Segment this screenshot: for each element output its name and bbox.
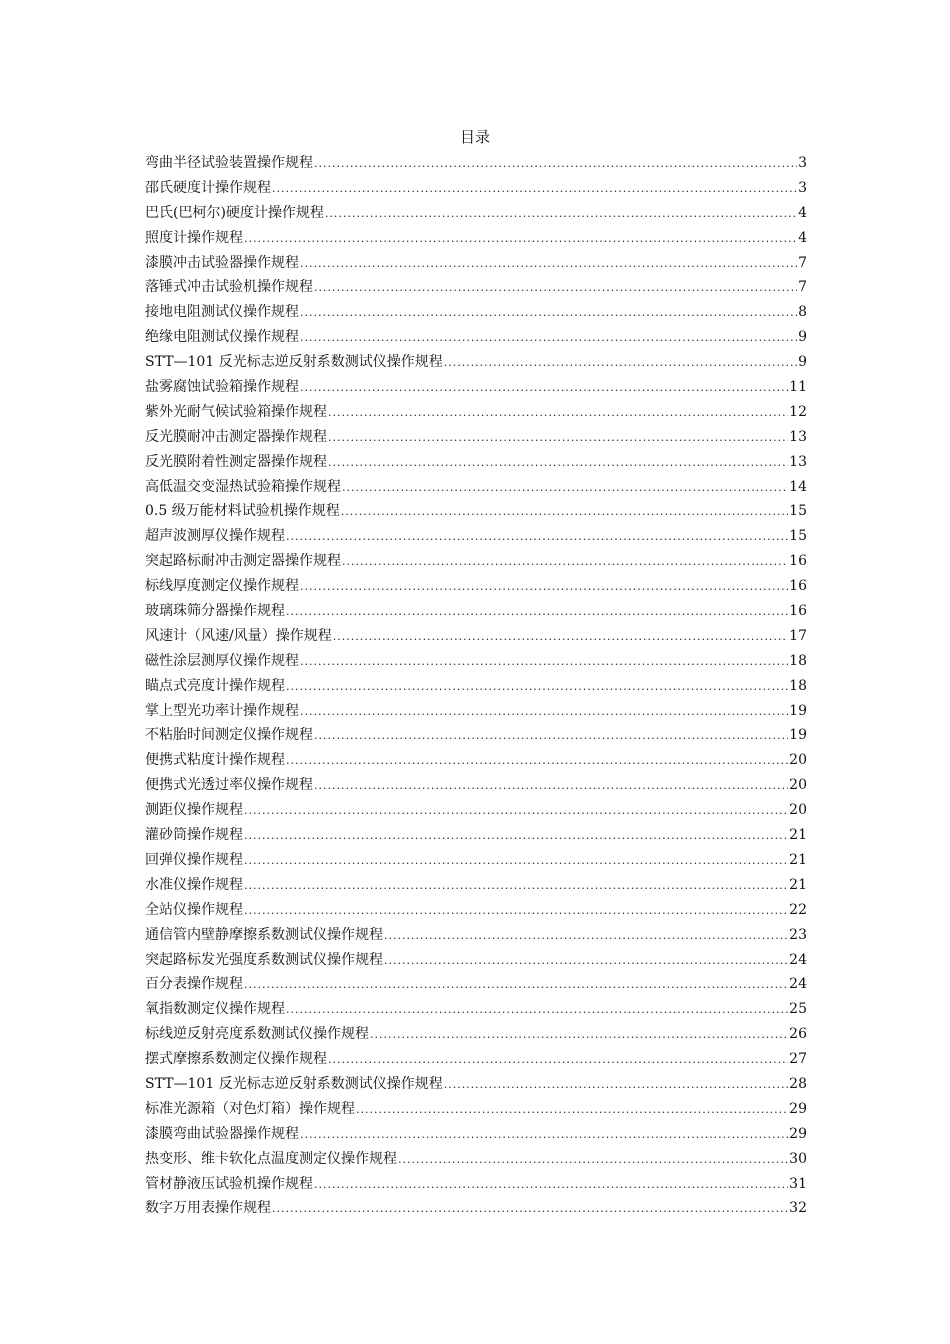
toc-page-number: 21 [789, 851, 807, 868]
toc-entry[interactable] [145, 823, 807, 848]
dot-leader [300, 301, 797, 326]
toc-page-number: 19 [789, 702, 807, 719]
toc-page-number: 18 [789, 677, 807, 694]
toc-entry-title: 绝缘电阻测试仪操作规程 [145, 329, 299, 346]
dot-leader [244, 824, 788, 849]
toc-page-number: 4 [798, 229, 807, 246]
toc-entry[interactable] [145, 300, 807, 325]
toc-page-number: 26 [789, 1026, 807, 1043]
toc-page-number: 20 [789, 777, 807, 794]
toc-entry[interactable] [145, 375, 807, 400]
toc-page-number: 25 [789, 1001, 807, 1018]
toc-entry-title: 玻璃珠筛分器操作规程 [145, 603, 285, 620]
toc-page-number: 3 [798, 155, 807, 171]
toc-entry[interactable] [145, 649, 807, 674]
dot-leader [328, 401, 788, 426]
dot-leader [300, 700, 788, 725]
toc-entry[interactable] [145, 873, 807, 898]
dot-leader [286, 998, 788, 1023]
toc-entry-title: 标线逆反射亮度系数测试仪操作规程 [145, 1026, 369, 1043]
toc-page-number: 16 [789, 578, 807, 595]
toc-entry[interactable] [145, 350, 807, 375]
toc-page-number: 13 [789, 453, 807, 470]
toc-page-number: 12 [789, 403, 807, 420]
dot-leader [342, 550, 788, 575]
toc-entry[interactable] [145, 325, 807, 350]
dot-leader [333, 625, 788, 650]
toc-entry-title: 全站仪操作规程 [145, 901, 243, 918]
toc-entry[interactable] [145, 1022, 807, 1047]
toc-entry-title: 便携式光透过率仪操作规程 [145, 777, 313, 794]
toc-entry[interactable] [145, 997, 807, 1022]
toc-entry[interactable] [145, 699, 807, 724]
toc-entry[interactable] [145, 1196, 807, 1221]
toc-entry-title: 接地电阻测试仪操作规程 [145, 304, 299, 321]
dot-leader [300, 326, 797, 351]
dot-leader [244, 849, 788, 874]
toc-entry-title: 盐雾腐蚀试验箱操作规程 [145, 379, 299, 396]
toc-page-number: 21 [789, 876, 807, 893]
toc-entry[interactable] [145, 400, 807, 425]
toc-page-number: 23 [789, 926, 807, 943]
toc-entry-title: 漆膜冲击试验器操作规程 [145, 254, 299, 271]
toc-entry[interactable] [145, 251, 807, 276]
toc-page-number: 20 [789, 802, 807, 819]
toc-entry-title: 0.5 级万能材料试验机操作规程 [145, 503, 340, 520]
toc-entry[interactable] [145, 1172, 807, 1197]
toc-entry-title: 通信管内壁静摩擦系数测试仪操作规程 [145, 926, 383, 943]
toc-entry[interactable] [145, 201, 807, 226]
dot-leader [300, 252, 797, 277]
toc-entry[interactable] [145, 599, 807, 624]
toc-entry-title: 便携式粘度计操作规程 [145, 752, 285, 769]
dot-leader [342, 476, 788, 501]
toc-page-number: 11 [789, 379, 807, 396]
dot-leader [244, 899, 788, 924]
dot-leader [314, 774, 788, 799]
toc-entry-title: 反光膜附着性测定器操作规程 [145, 453, 327, 470]
dot-leader [300, 650, 788, 675]
toc-entry-title: 掌上型光功率计操作规程 [145, 702, 299, 719]
toc-page-number: 28 [789, 1075, 807, 1092]
toc-entry[interactable] [145, 475, 807, 500]
dot-leader [244, 799, 788, 824]
toc-page-number: 21 [789, 827, 807, 844]
toc-entry-title: 数字万用表操作规程 [145, 1200, 271, 1217]
dot-leader [300, 376, 788, 401]
toc-page-number: 24 [789, 951, 807, 968]
toc-entry-title: 弯曲半径试验装置操作规程 [145, 155, 313, 171]
toc-entry-title: 照度计操作规程 [145, 229, 243, 246]
toc-page-number: 16 [789, 603, 807, 620]
toc-entry-title: 灌砂筒操作规程 [145, 827, 243, 844]
toc-entry-title: STT—101 反光标志逆反射系数测试仪操作规程 [145, 354, 443, 371]
toc-page-number: 18 [789, 652, 807, 669]
toc-page-number: 32 [789, 1200, 807, 1217]
dot-leader [244, 874, 788, 899]
toc-entry[interactable] [145, 674, 807, 699]
toc-page-number: 15 [789, 528, 807, 545]
toc-entry[interactable] [145, 151, 807, 176]
dot-leader [384, 924, 788, 949]
toc-entry-title: 摆式摩擦系数测定仪操作规程 [145, 1051, 327, 1068]
toc-page-number: 8 [798, 304, 807, 321]
toc-page-number: 27 [789, 1051, 807, 1068]
dot-leader [328, 426, 788, 451]
dot-leader [314, 152, 797, 177]
toc-entry[interactable] [145, 176, 807, 201]
toc-entry[interactable] [145, 1072, 807, 1097]
toc-entry[interactable] [145, 524, 807, 549]
toc-entry[interactable] [145, 1047, 807, 1072]
toc-page-number: 30 [789, 1150, 807, 1167]
toc-entry-title: 高低温交变湿热试验箱操作规程 [145, 478, 341, 495]
toc-entry[interactable] [145, 798, 807, 823]
toc-entry-title: STT—101 反光标志逆反射系数测试仪操作规程 [145, 1075, 443, 1092]
toc-entry-title: 热变形、维卡软化点温度测定仪操作规程 [145, 1150, 397, 1167]
toc-entry-title: 突起路标发光强度系数测试仪操作规程 [145, 951, 383, 968]
toc-page-number: 4 [798, 204, 807, 221]
dot-leader [444, 1073, 788, 1098]
toc-entry[interactable] [145, 275, 807, 300]
dot-leader [244, 227, 797, 252]
toc-entry-title: 巴氏(巴柯尔)硬度计操作规程 [145, 204, 324, 221]
dot-leader [384, 949, 788, 974]
toc-entry-title: 回弹仪操作规程 [145, 851, 243, 868]
toc-page-number: 7 [798, 279, 807, 296]
toc-entry-title: 落锤式冲击试验机操作规程 [145, 279, 313, 296]
toc-entry-title: 标准光源箱（对色灯箱）操作规程 [145, 1100, 355, 1117]
toc-entry-title: 标线厚度测定仪操作规程 [145, 578, 299, 595]
dot-leader [341, 500, 788, 525]
toc-entry[interactable] [145, 226, 807, 251]
toc-entry-title: 不粘胎时间测定仪操作规程 [145, 727, 313, 744]
dot-leader [398, 1148, 788, 1173]
toc-entry-title: 管材静液压试验机操作规程 [145, 1175, 313, 1192]
dot-leader [286, 600, 788, 625]
toc-page-number: 20 [789, 752, 807, 769]
dot-leader [272, 1197, 788, 1222]
toc-page-number: 29 [789, 1100, 807, 1117]
dot-leader [300, 1123, 788, 1148]
toc-page-number: 9 [798, 354, 807, 371]
toc-page-number: 29 [789, 1125, 807, 1142]
toc-entry[interactable] [145, 1147, 807, 1172]
toc-entry[interactable] [145, 773, 807, 798]
dot-leader [286, 749, 788, 774]
toc-entry-title: 突起路标耐冲击测定器操作规程 [145, 553, 341, 570]
toc-page-number: 15 [789, 503, 807, 520]
dot-leader [314, 724, 788, 749]
toc-page-number: 19 [789, 727, 807, 744]
toc-entry[interactable] [145, 549, 807, 574]
toc-entry-title: 磁性涂层测厚仪操作规程 [145, 652, 299, 669]
toc-page-number: 3 [798, 179, 807, 196]
toc-entry-title: 超声波测厚仪操作规程 [145, 528, 285, 545]
toc-page-number: 22 [789, 901, 807, 918]
toc-entry[interactable] [145, 972, 807, 997]
toc-page-number: 7 [798, 254, 807, 271]
toc-entry[interactable] [145, 624, 807, 649]
toc-entry-title: 邵氏硬度计操作规程 [145, 179, 271, 196]
dot-leader [328, 1048, 788, 1073]
dot-leader [370, 1023, 788, 1048]
dot-leader [444, 351, 797, 376]
toc-entry-title: 紫外光耐气候试验箱操作规程 [145, 403, 327, 420]
toc-entry[interactable] [145, 574, 807, 599]
dot-leader [314, 276, 797, 301]
toc-entry-title: 氧指数测定仪操作规程 [145, 1001, 285, 1018]
toc-page-number: 31 [789, 1175, 807, 1192]
toc-entry[interactable] [145, 723, 807, 748]
toc-entry-title: 水准仪操作规程 [145, 876, 243, 893]
dot-leader [286, 675, 788, 700]
toc-entry[interactable] [145, 425, 807, 450]
toc-entry-title: 瞄点式亮度计操作规程 [145, 677, 285, 694]
toc-page-number: 17 [789, 627, 807, 644]
toc-entry[interactable] [145, 748, 807, 773]
toc-entry[interactable] [145, 848, 807, 873]
toc-page-number: 14 [789, 478, 807, 495]
toc-page-number: 9 [798, 329, 807, 346]
toc-entry[interactable] [145, 1122, 807, 1147]
toc-page-number: 13 [789, 428, 807, 445]
toc-entry[interactable] [145, 898, 807, 923]
toc-entry-title: 百分表操作规程 [145, 976, 243, 993]
toc-entry-title: 测距仪操作规程 [145, 802, 243, 819]
toc-entry[interactable] [145, 450, 807, 475]
page-title: 目录 [459, 128, 490, 146]
toc-entry[interactable] [145, 948, 807, 973]
dot-leader [300, 575, 788, 600]
toc-page-number: 16 [789, 553, 807, 570]
dot-leader [244, 973, 788, 998]
toc-entry-title: 风速计（风速/风量）操作规程 [145, 627, 332, 644]
dot-leader [314, 1173, 788, 1198]
toc-entry-title: 反光膜耐冲击测定器操作规程 [145, 428, 327, 445]
dot-leader [272, 177, 797, 202]
toc-entry[interactable] [145, 1097, 807, 1122]
dot-leader [286, 525, 788, 550]
toc-entry-title: 漆膜弯曲试验器操作规程 [145, 1125, 299, 1142]
dot-leader [356, 1098, 788, 1123]
dot-leader [328, 451, 788, 476]
toc-page-number: 24 [789, 976, 807, 993]
dot-leader [325, 202, 797, 227]
toc-entry[interactable] [145, 923, 807, 948]
table-of-contents [145, 151, 807, 1221]
toc-entry[interactable] [145, 499, 807, 524]
